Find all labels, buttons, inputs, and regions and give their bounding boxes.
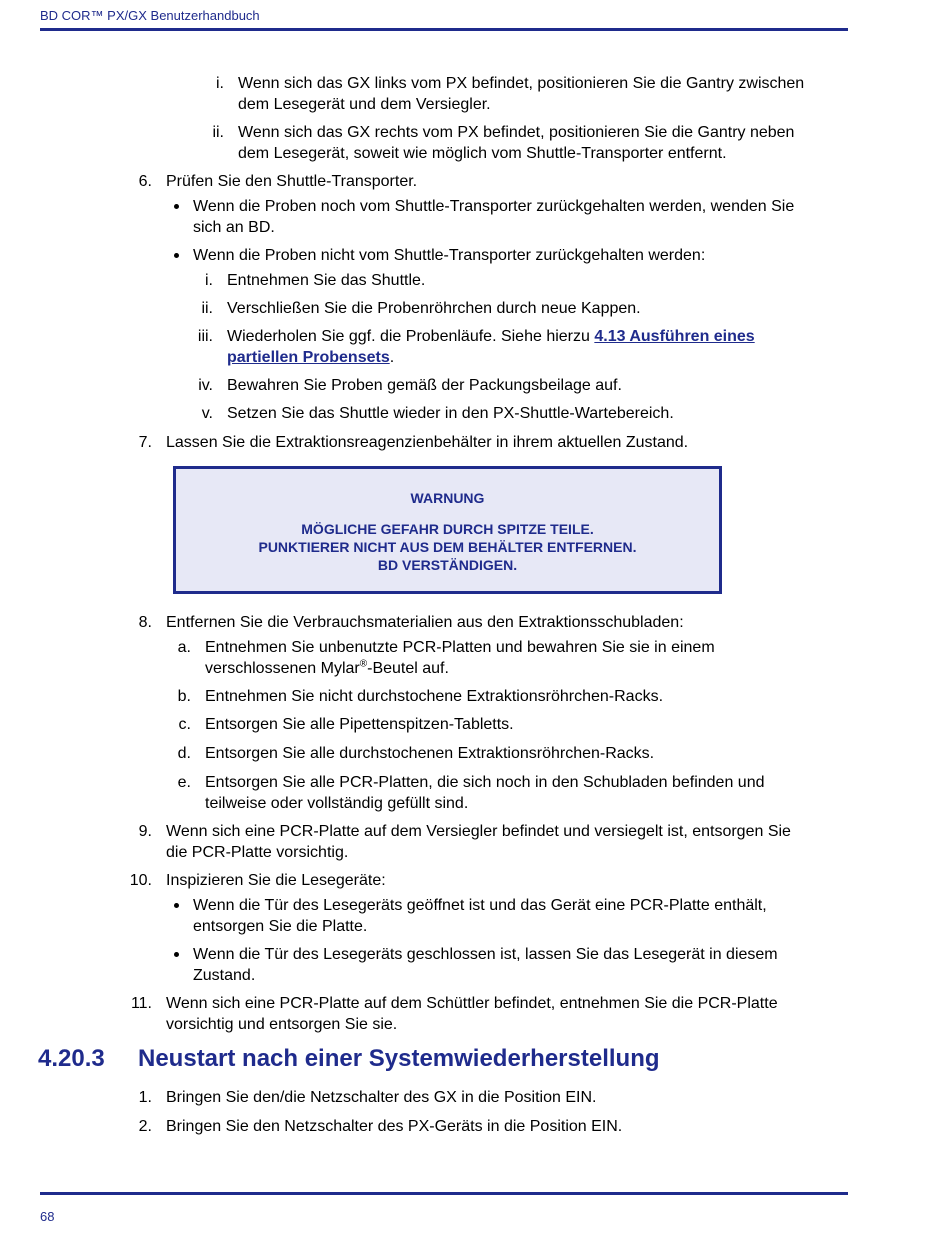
footer-rule (40, 1192, 848, 1195)
list-marker: c. (178, 716, 191, 733)
step-text: Prüfen Sie den Shuttle-Transporter. (166, 173, 418, 190)
list-marker: iv. (198, 377, 213, 394)
list-item: Verschließen Sie die Probenröhrchen durch neue Kappen. (227, 300, 641, 317)
section-title: Neustart nach einer Systemwiederherstellung (138, 1045, 660, 1072)
step-number: 2. (138, 1118, 152, 1135)
list-marker: v. (201, 405, 213, 422)
step-text: Lassen Sie die Extraktionsreagenzienbehälter in ihrem aktuellen Zustand. (166, 434, 689, 451)
step-text: Wenn sich eine PCR-Platte auf dem Versiegler befindet und versiegelt ist, entsorgen Sie die PCR-Platte vorsichtig. (166, 823, 791, 861)
cross-reference-link[interactable]: 4.13 Ausführen eines (594, 328, 755, 345)
list-marker: i. (216, 75, 224, 92)
bullet-item: Wenn die Proben nicht vom Shuttle-Transporter zurückgehalten werden: (193, 247, 706, 264)
step-text: Inspizieren Sie die Lesegeräte: (166, 872, 386, 889)
running-header: BD COR™ PX/GX Benutzerhandbuch (40, 8, 260, 23)
step-number: 9. (138, 823, 152, 840)
warning-box (173, 466, 722, 594)
list-item: Entnehmen Sie das Shuttle. (227, 272, 426, 289)
warning-line: PUNKTIERER NICHT AUS DEM BEHÄLTER ENTFERNEN. (258, 539, 637, 555)
list-item: Entsorgen Sie alle PCR-Platten, die sich noch in den Schubladen befinden und teilweise oder vollständig gefüllt sind. (205, 774, 765, 812)
list-item: Wenn sich das GX links vom PX befindet, positionieren Sie die Gantry zwischen dem Lesegerät und dem Versiegler. (238, 75, 805, 113)
step-number: 1. (138, 1089, 152, 1106)
cross-reference-link[interactable]: partiellen Probensets (227, 349, 390, 366)
step-number: 6. (138, 173, 152, 190)
warning-line: BD VERSTÄNDIGEN. (377, 557, 518, 573)
bullet-dot (174, 253, 179, 258)
page-number: 68 (40, 1209, 55, 1224)
list-item: Entsorgen Sie alle Pipettenspitzen-Tabletts. (205, 716, 514, 733)
warning-line: MÖGLICHE GEFAHR DURCH SPITZE TEILE. (301, 521, 594, 537)
warning-title: WARNUNG (410, 490, 485, 506)
bullet-item: Wenn die Tür des Lesegeräts geschlossen ist, lassen Sie das Lesegerät in diesem Zustand. (193, 946, 778, 984)
bullet-dot (174, 952, 179, 957)
step-number: 10. (129, 872, 152, 889)
bullet-item: Wenn die Tür des Lesegeräts geöffnet ist und das Gerät eine PCR-Platte enthält, entsorgen Sie die Platte. (193, 897, 767, 935)
step-text: Bringen Sie den/die Netzschalter des GX in die Position EIN. (166, 1089, 597, 1106)
section-number: 4.20.3 (38, 1045, 105, 1072)
list-item: Entnehmen Sie nicht durchstochene Extraktionsröhrchen-Racks. (205, 688, 664, 705)
list-marker: e. (177, 774, 191, 791)
step-text: Bringen Sie den Netzschalter des PX-Geräts in die Position EIN. (166, 1118, 623, 1135)
list-item: Entnehmen Sie unbenutzte PCR-Platten und bewahren Sie sie in einem verschlossenen Mylar®-Beutel auf. (205, 639, 715, 677)
step-text: Entfernen Sie die Verbrauchsmaterialien aus den Extraktionsschubladen: (166, 614, 684, 631)
list-item: Bewahren Sie Proben gemäß der Packungsbeilage auf. (227, 377, 622, 394)
list-marker: iii. (197, 328, 213, 345)
list-marker: i. (205, 272, 213, 289)
step-number: 8. (138, 614, 152, 631)
step-number: 7. (138, 434, 152, 451)
list-item: Wiederholen Sie ggf. die Probenläufe. Siehe hierzu 4.13 Ausführen eines partiellen Probensets. (227, 328, 755, 366)
list-marker: d. (177, 745, 191, 762)
list-marker: a. (177, 639, 191, 656)
list-item: Wenn sich das GX rechts vom PX befindet, positionieren Sie die Gantry neben dem Lesegerät, soweit wie möglich vom Shuttle-Transporter entfernt. (238, 124, 795, 162)
list-item: Setzen Sie das Shuttle wieder in den PX-Shuttle-Wartebereich. (227, 405, 674, 422)
list-marker: ii. (201, 300, 213, 317)
bullet-item: Wenn die Proben noch vom Shuttle-Transporter zurückgehalten werden, wenden Sie sich an BD. (193, 198, 795, 236)
list-marker: b. (177, 688, 191, 705)
step-text: Wenn sich eine PCR-Platte auf dem Schüttler befindet, entnehmen Sie die PCR-Platte vorsichtig und entsorgen Sie sie. (166, 995, 778, 1033)
header-rule (40, 28, 848, 31)
bullet-dot (174, 204, 179, 209)
step-number: 11. (130, 995, 152, 1012)
bullet-dot (174, 903, 179, 908)
list-marker: ii. (212, 124, 224, 141)
list-item: Entsorgen Sie alle durchstochenen Extraktionsröhrchen-Racks. (205, 745, 655, 762)
